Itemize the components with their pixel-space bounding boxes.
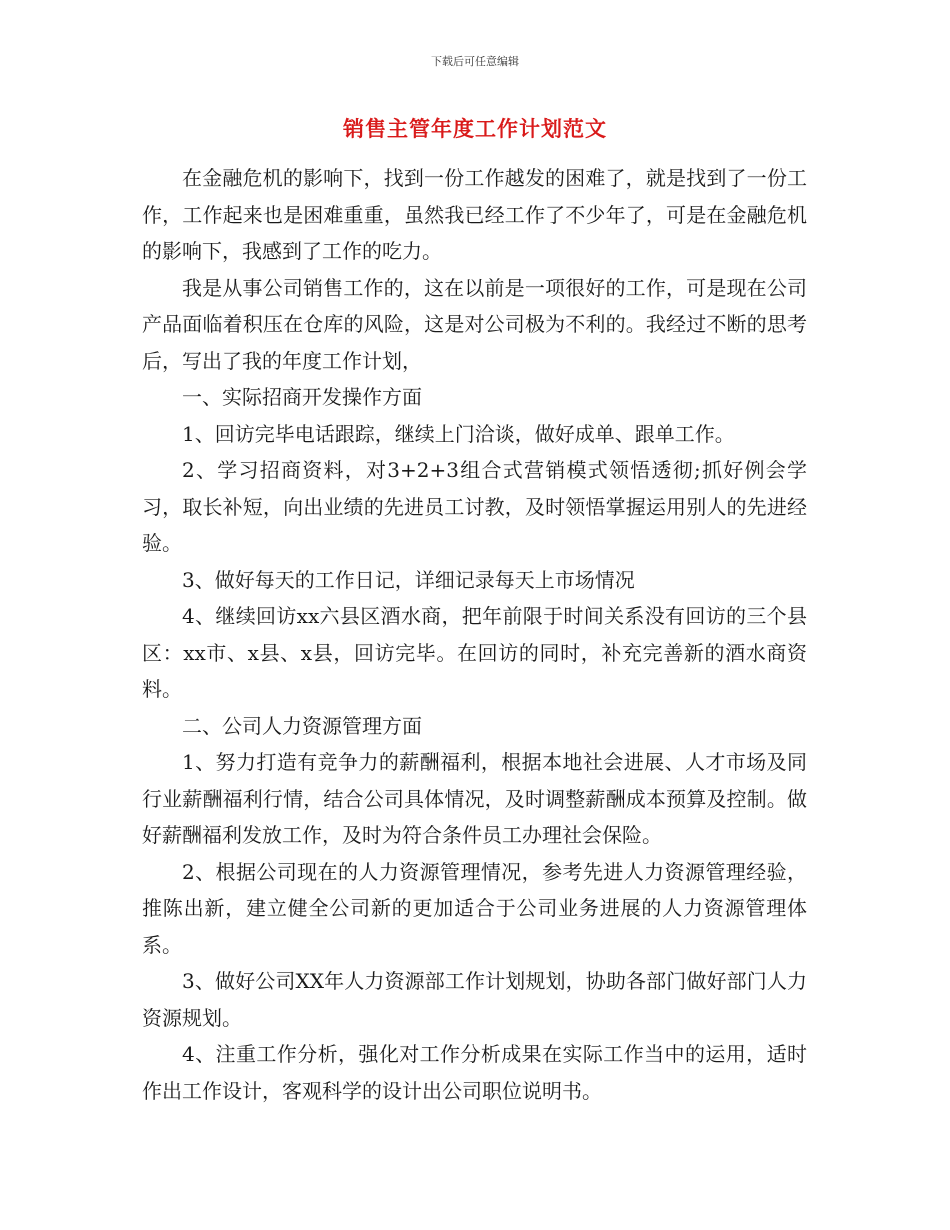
- list-item-2-2: 2、根据公司现在的人力资源管理情况，参考先进人力资源管理经验，推陈出新，建立健全公司新的更加适合于公司业务进展的人力资源管理体系。: [142, 859, 807, 957]
- document-body: [142, 160, 807, 1109]
- list-item-2-1: 1、努力打造有竞争力的薪酬福利，根据本地社会进展、人才市场及同行业薪酬福利行情，结合公司具体情况，及时调整薪酬成本预算及控制。做好薪酬福利发放工作，及时为符合条件员工办理社会保险。: [142, 750, 807, 847]
- section-heading-2: 二、公司人力资源管理方面: [182, 713, 422, 738]
- list-item-2-4: 4、注重工作分析，强化对工作分析成果在实际工作当中的运用，适时作出工作设计，客观科学的设计出公司职位说明书。: [142, 1042, 807, 1103]
- list-item-1-4: 4、继续回访xx六县区酒水商，把年前限于时间关系没有回访的三个县区：xx市、x县、x县，回访完毕。在回访的同时，补充完善新的酒水商资料。: [142, 604, 807, 701]
- list-item-1-2: 2、学习招商资料，对3+2+3组合式营销模式领悟透彻;抓好例会学习，取长补短，向出业绩的先进员工讨教，及时领悟掌握运用别人的先进经验。: [142, 458, 807, 555]
- header-note: 下载后可任意编辑: [431, 55, 519, 68]
- paragraph-intro-2: 我是从事公司销售工作的，这在以前是一项很好的工作，可是现在公司产品面临着积压在仓库的风险，这是对公司极为不利的。我经过不断的思考后，写出了我的年度工作计划，: [142, 275, 807, 373]
- list-item-2-3: 3、做好公司XX年人力资源部工作计划规划，协助各部门做好部门人力资源规划。: [142, 969, 807, 1030]
- paragraph-intro-1: 在金融危机的影响下，找到一份工作越发的困难了，就是找到了一份工作，工作起来也是困难重重，虽然我已经工作了不少年了，可是在金融危机的影响下，我感到了工作的吃力。: [142, 166, 807, 263]
- document-title: 销售主管年度工作计划范文: [343, 117, 607, 141]
- list-item-1-3: 3、做好每天的工作日记，详细记录每天上市场情况: [182, 567, 635, 592]
- section-heading-1: 一、实际招商开发操作方面: [182, 385, 422, 409]
- list-item-1-1: 1、回访完毕电话跟踪，继续上门洽谈，做好成单、跟单工作。: [182, 421, 735, 446]
